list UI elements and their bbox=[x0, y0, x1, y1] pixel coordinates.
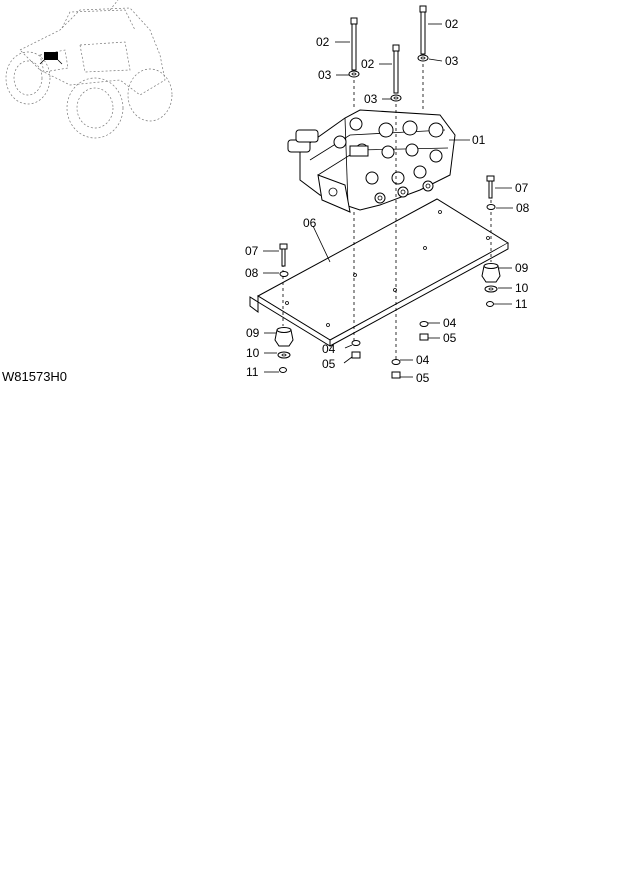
callout-04-lower: 04 bbox=[416, 353, 430, 367]
callout-07-left: 07 bbox=[245, 244, 259, 258]
nut-set-center bbox=[352, 322, 428, 379]
callout-10-left: 10 bbox=[246, 346, 260, 360]
bolt-02-middle bbox=[391, 45, 401, 101]
bolt-02-right bbox=[418, 6, 428, 61]
callout-05-lower: 05 bbox=[416, 371, 430, 385]
mount-set-left bbox=[275, 328, 293, 373]
callout-09-left: 09 bbox=[246, 326, 260, 340]
callout-08-right: 08 bbox=[516, 201, 530, 215]
callout-05-upper: 05 bbox=[443, 331, 457, 345]
callout-06: 06 bbox=[303, 216, 317, 230]
callout-03-middle: 03 bbox=[364, 92, 378, 106]
figure-code: W81573H0 bbox=[2, 369, 68, 384]
bolt-02-left bbox=[349, 18, 359, 77]
mount-set-right bbox=[482, 264, 500, 307]
callout-05-center: 05 bbox=[322, 357, 336, 371]
callout-08-left: 08 bbox=[245, 266, 259, 280]
callout-03-right: 03 bbox=[445, 54, 459, 68]
callout-04-center: 04 bbox=[322, 342, 336, 356]
callout-11-left: 11 bbox=[246, 365, 259, 379]
mounting-plate bbox=[250, 199, 508, 346]
control-valve bbox=[288, 110, 455, 212]
callout-11-right: 11 bbox=[515, 297, 528, 311]
callout-02-right: 02 bbox=[445, 17, 459, 31]
callout-02-left: 02 bbox=[316, 35, 330, 49]
callout-09-right: 09 bbox=[515, 261, 529, 275]
machine-locator-thumbnail bbox=[6, 0, 172, 138]
callout-07-right: 07 bbox=[515, 181, 529, 195]
callout-01: 01 bbox=[472, 133, 486, 147]
callout-03-left: 03 bbox=[318, 68, 332, 82]
highlight-marker bbox=[44, 52, 58, 60]
callout-02-middle: 02 bbox=[361, 57, 375, 71]
bolt-07-right bbox=[487, 176, 495, 210]
callout-10-right: 10 bbox=[515, 281, 529, 295]
bolt-07-left bbox=[280, 244, 288, 277]
callout-04-upper: 04 bbox=[443, 316, 457, 330]
